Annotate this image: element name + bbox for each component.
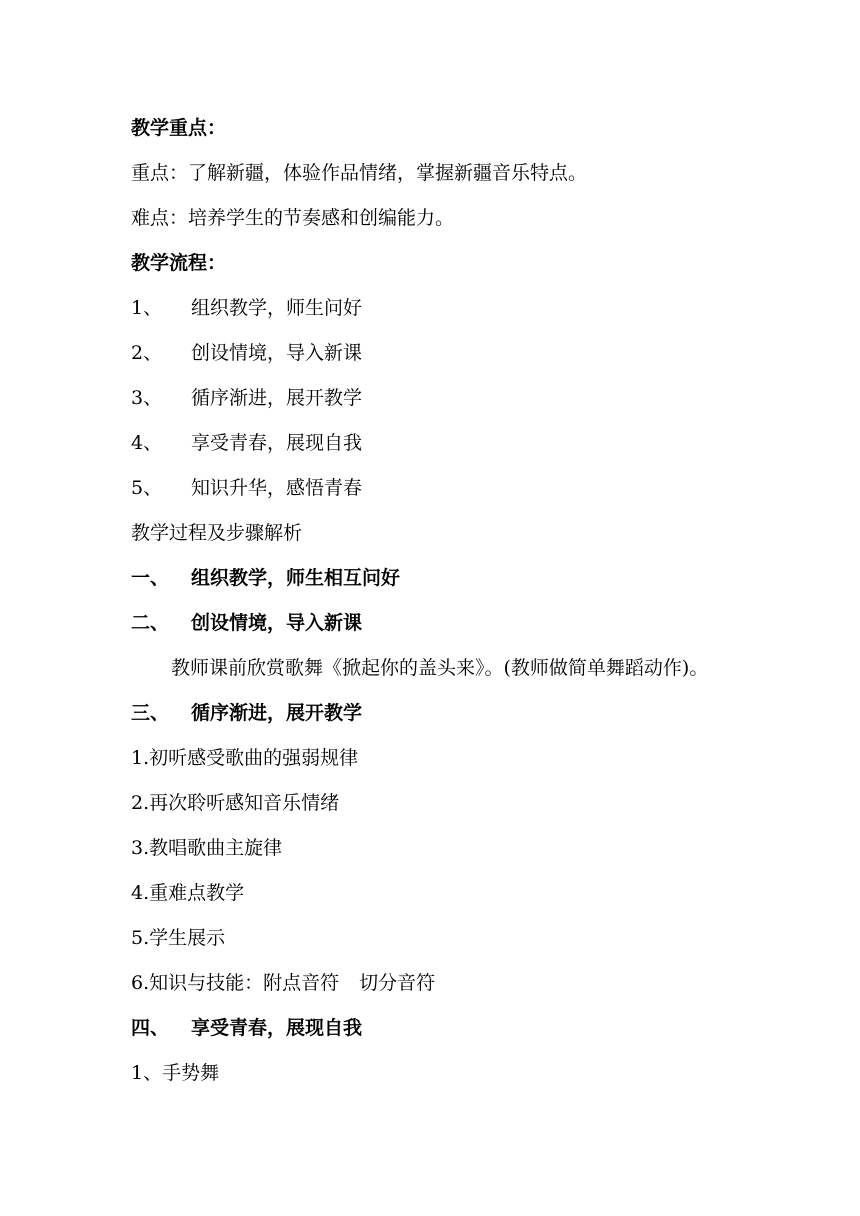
section-heading-4 <box>131 1016 362 1040</box>
flow-item-number: 3、 <box>131 387 163 409</box>
section-title: 创设情境，导入新课 <box>191 612 363 634</box>
section-heading-1 <box>131 566 400 590</box>
section-title: 循序渐进，展开教学 <box>191 702 363 724</box>
process-heading: 教学过程及步骤解析 <box>131 522 303 544</box>
flow-item <box>131 431 362 455</box>
section3-item <box>131 971 435 995</box>
section2-body: 教师课前欣赏歌舞《掀起你的盖头来》。(教师做简单舞蹈动作)。 <box>171 657 709 679</box>
focus-difficulty: 难点：培养学生的节奏感和创编能力。 <box>131 207 455 229</box>
section-number: 四、 <box>131 1017 170 1039</box>
flow-item-number: 5、 <box>131 477 163 499</box>
section-heading-2 <box>131 611 362 635</box>
section3-item: 1.初听感受歌曲的强弱规律 <box>131 747 359 769</box>
flow-item <box>131 386 362 410</box>
section3-item-6-prefix: 6.知识与技能：附点音符 <box>131 972 340 994</box>
flow-item-text: 组织教学，师生问好 <box>191 297 363 319</box>
section3-item-6-suffix: 切分音符 <box>359 972 436 994</box>
section3-item: 5.学生展示 <box>131 927 226 949</box>
flow-item <box>131 476 362 500</box>
section-heading-3 <box>131 701 362 725</box>
flow-item-text: 知识升华，感悟青春 <box>191 477 363 499</box>
focus-key-point: 重点：了解新疆，体验作品情绪，掌握新疆音乐特点。 <box>131 162 588 184</box>
flow-item <box>131 341 362 365</box>
flow-item-number: 4、 <box>131 432 163 454</box>
flow-item-number: 2、 <box>131 342 163 364</box>
flow-item-text: 循序渐进，展开教学 <box>191 387 363 409</box>
section-number: 二、 <box>131 612 170 634</box>
flow-heading: 教学流程： <box>131 252 227 274</box>
section-number: 一、 <box>131 567 170 589</box>
section3-item: 2.再次聆听感知音乐情绪 <box>131 792 340 814</box>
flow-item-text: 创设情境，导入新课 <box>191 342 363 364</box>
section-title: 组织教学，师生相互问好 <box>191 567 401 589</box>
flow-item-number: 1、 <box>131 297 163 319</box>
section3-item: 4.重难点教学 <box>131 882 245 904</box>
section-number: 三、 <box>131 702 170 724</box>
flow-item <box>131 296 362 320</box>
flow-item-text: 享受青春，展现自我 <box>191 432 363 454</box>
section-title: 享受青春，展现自我 <box>191 1017 363 1039</box>
section3-item: 3.教唱歌曲主旋律 <box>131 837 283 859</box>
focus-heading: 教学重点： <box>131 117 227 139</box>
section4-item: 1、手势舞 <box>131 1062 220 1084</box>
